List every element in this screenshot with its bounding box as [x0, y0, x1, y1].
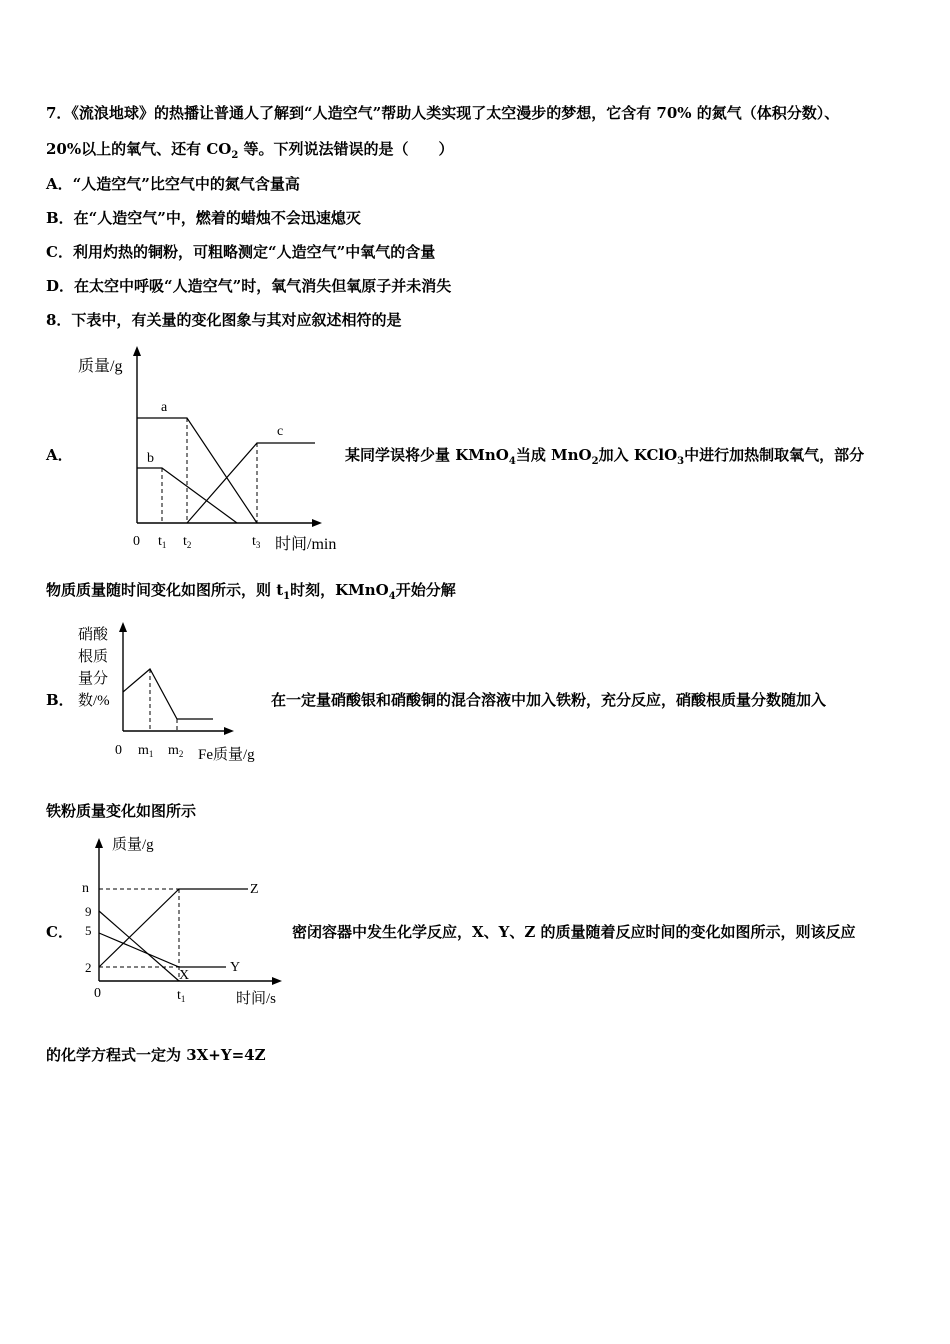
a-x-arrow: [312, 519, 322, 527]
q8-b-graph: [70, 618, 270, 768]
b-ylabel-2: 根质: [78, 649, 109, 665]
c-y-n: n: [82, 881, 89, 896]
q8-c-description-cont: 的化学方程式一定为 3X+Y=4Z: [46, 1046, 266, 1064]
b-m1: $m_1$: [138, 743, 154, 759]
b-curve: [123, 669, 213, 719]
q7-option-d: D．在太空中呼吸“人造空气”时，氧气消失但氧原子并未消失: [46, 277, 452, 295]
c-curve-x: [99, 911, 179, 981]
c-x-arrow: [272, 977, 282, 985]
q8-option-c-label: C．: [46, 923, 73, 941]
q8-a-description: 某同学误将少量 KMnO$_4$当成 MnO$_2$加入 KClO$_3$中进行加热制取氧气，部分: [345, 446, 865, 467]
q8-option-a-label: A．: [46, 446, 73, 464]
a-label-c: c: [277, 424, 284, 439]
c-curve-z: [99, 889, 248, 967]
a-label-b: b: [147, 451, 154, 466]
a-label-a: a: [161, 400, 168, 415]
q8-b-description-cont: 铁粉质量变化如图所示: [46, 802, 197, 820]
q8-option-b-label: B．: [46, 691, 74, 709]
c-t1: $t_1$: [177, 988, 186, 1004]
c-curve-y: [99, 933, 226, 967]
a-curve-c: [187, 443, 315, 523]
c-label-y: Y: [230, 960, 241, 975]
q7-option-b: B．在“人造空气”中，燃着的蜡烛不会迅速熄灭: [46, 209, 361, 227]
a-y-arrow: [133, 346, 141, 356]
a-curve-a: [137, 418, 257, 523]
c-label-x: X: [179, 968, 190, 983]
c-xlabel: 时间/s: [236, 991, 277, 1007]
q8-stem: 8．下表中，有关量的变化图象与其对应叙述相符的是: [46, 311, 402, 329]
b-m2: $m_2$: [168, 743, 184, 759]
q7-stem-line1: 7．《流浪地球》的热播让普通人了解到“人造空气”帮助人类实现了太空漫步的梦想，它含有 70% 的氮气（体积分数）、: [46, 104, 840, 122]
q7-option-a: A．“人造空气”比空气中的氮气含量高: [46, 175, 300, 193]
c-label-z: Z: [250, 882, 259, 897]
a-t2: $t_2$: [183, 534, 192, 550]
q8-a-graph: [70, 340, 350, 560]
c-ylabel: 质量/g: [112, 837, 154, 853]
b-xlabel: Fe质量/g: [198, 747, 255, 763]
c-y-9: 9: [85, 904, 92, 919]
q8-c-description: 密闭容器中发生化学反应，X、Y、Z 的质量随着反应时间的变化如图所示，则该反应: [292, 923, 856, 941]
q8-c-graph: [70, 832, 300, 1017]
q8-a-description-cont: 物质质量随时间变化如图所示，则 $t_1$时刻，KMnO$_4$开始分解: [46, 581, 456, 602]
b-ylabel-3: 量分: [78, 671, 109, 687]
b-ylabel-1: 硝酸: [78, 627, 109, 643]
a-ylabel: 质量/g: [78, 358, 123, 375]
q8-b-description: 在一定量硝酸银和硝酸铜的混合溶液中加入铁粉，充分反应，硝酸根质量分数随加入: [271, 691, 827, 709]
a-xlabel: 时间/min: [275, 536, 337, 553]
c-y-5: 5: [85, 923, 92, 938]
c-y-arrow: [95, 838, 103, 848]
a-origin: 0: [133, 534, 140, 549]
a-t1: $t_1$: [158, 534, 167, 550]
b-ylabel-4: 数/%: [78, 693, 110, 709]
b-origin: 0: [115, 743, 122, 758]
c-origin: 0: [94, 986, 101, 1001]
b-x-arrow: [224, 727, 234, 735]
q7-stem-line2: 20%以上的氧气、还有 $CO_2$ 等。下列说法错误的是（ ）: [46, 140, 454, 161]
q7-option-c: C．利用灼热的铜粉，可粗略测定“人造空气”中氧气的含量: [46, 243, 436, 261]
b-y-arrow: [119, 622, 127, 632]
a-t3: $t_3$: [252, 534, 261, 550]
c-y-2: 2: [85, 960, 92, 975]
